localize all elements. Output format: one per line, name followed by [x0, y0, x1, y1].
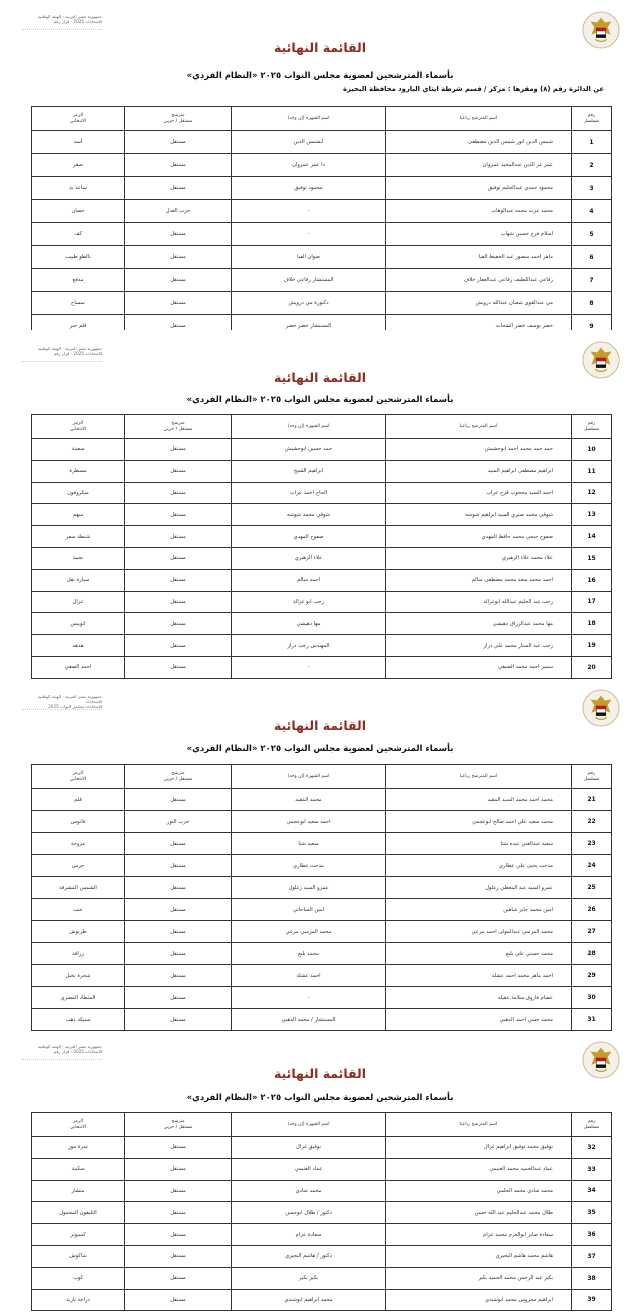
table-row: 39 ابراهيم محروس محمد ابوشندي محمد ابراهيم ابوشندي مستقل دراجة نارية: [32, 1289, 612, 1311]
table-row: 6 ماهر احمد منصور عبد الحفيظ الفيا صوان الفيا مستقل بالطو طبيب: [32, 246, 612, 269]
table-row: 22 محمد سعيد علي احمد صالح ابوعجمي احمد سعيد ابوعجمي حزب النور فانوس: [32, 811, 612, 833]
col-header-symbol: الرمز الانتخابي: [32, 415, 125, 439]
col-header-symbol: الرمز الانتخابي: [32, 765, 125, 789]
table-row: 5 اسلام فرج حسين شهاب - مستقل كف: [32, 223, 612, 246]
table-row: 32 توفيق محمد توفيق ابراهيم غزال توفيق غزال مستقل ثمرة موز: [32, 1137, 612, 1159]
list-page-2: [0, 336, 640, 680]
list-title: القائمة النهائية: [273, 1066, 367, 1081]
list-subtitle: بأسماء المترشحين لعضوية مجلس النواب ٢٠٢٥ «النظام الفردي»: [186, 71, 454, 81]
table-row: 34 محمد شادي محمد الحلمي محمد شادي مستقل منشار: [32, 1180, 612, 1202]
table-row: 36 سعادة صابر ابوالعزم محمد عزام سعادة عزام مستقل كمبيوتر: [32, 1224, 612, 1246]
col-header-type: مترشح مستقل / حزبي: [125, 415, 232, 439]
list-title: القائمة النهائية: [273, 40, 367, 55]
list-subtitle: بأسماء المترشحين لعضوية مجلس النواب ٢٠٢٥ «النظام الفردي»: [186, 395, 454, 405]
table-row: 20 سمير احمد محمد الصيفي - مستقل احمد الصفي: [32, 656, 612, 678]
col-header-fame: اسم الشهرة (إن وجد): [232, 107, 386, 131]
table-row: 30 عصام فاروق سلامة عقيلة - مستقل المنطاد المصري: [32, 987, 612, 1009]
col-header-num: رقم مسلسل: [572, 107, 612, 131]
table-row: 31 محمد حسن احمد الدهبي المستشار / محمد الدهبي مستقل سبيكة ذهب: [32, 1009, 612, 1031]
table-row: 7 رفاعي عبداللطيف رفاعي عبدالغفار خلاف المستشار رفاعي خلاف مستقل مدفع: [32, 269, 612, 292]
list-title: القائمة النهائية: [273, 718, 367, 733]
col-header-symbol: الرمز الانتخابي: [32, 1113, 125, 1137]
col-header-num: رقم مسلسل: [572, 1113, 612, 1137]
table-row: 24 مدحت يحيى علي عطاري مدحت عطاري مستقل جرس: [32, 855, 612, 877]
district-line: عن الدائرة رقم (٨) ومقرها : مركز / قسم شرطة ايتاي البارود محافظة البحيرة: [343, 85, 604, 93]
candidates-table: [31, 106, 612, 330]
col-header-fame: اسم الشهرة (إن وجد): [232, 415, 386, 439]
col-header-name: اسم المترشح رباعيا: [386, 415, 572, 439]
header-stamp: جمهورية مصر العربية - الهيئة الوطنية للانتخابات للانتخابات مجلس النواب 2025: [22, 694, 102, 710]
col-header-name: اسم المترشح رباعيا: [386, 1113, 572, 1137]
col-header-symbol: الرمز الانتخابي: [32, 107, 125, 131]
table-row: 14 صفوح حيحي محمد حافظ المهدي صفوح المهدي مستقل شنطة سفر: [32, 526, 612, 548]
col-header-num: رقم مسلسل: [572, 415, 612, 439]
col-header-num: رقم مسلسل: [572, 765, 612, 789]
table-row: 15 علاء محمد علاء الزهيري علاء الزهيري مستقل نجمة: [32, 547, 612, 569]
table-row: 17 رجب عبد الحليم عبدالله ابوغزالة رجب ابو غزالة مستقل غزال: [32, 591, 612, 613]
header-stamp: جمهورية مصر العربية - الهيئة الوطنية للانتخابات 2025 - قرار رقم: [22, 14, 102, 30]
table-row: 4 محمد عزت محمد عبدالوهاب - حزب العدل حصان: [32, 200, 612, 223]
header-stamp: جمهورية مصر العربية - الهيئة الوطنية للانتخابات 2025 - قرار رقم: [22, 1044, 102, 1060]
table-row: 29 احمد ماهر محمد احمد عشلة احمد عشلة مستقل شجرة نخيل: [32, 965, 612, 987]
table-row: 16 احمد محمد سعد محمد مصطفى سالم احمد سالم مستقل سيارة نقل: [32, 569, 612, 591]
candidates-table: [31, 1112, 612, 1311]
list-page-1: [0, 0, 640, 330]
table-row: 12 احمد السيد محجوب فرج عراب الحاج احمد عراب مستقل ميكروفون: [32, 482, 612, 504]
col-header-type: مترشح مستقل / حزبي: [125, 765, 232, 789]
table-row: 25 عمرو السيد عبد المعطي زغلول عمرو السيد زغلول مستقل الشمس المشرقة: [32, 877, 612, 899]
table-row: 19 رجب عبد الستار محمد علي دراز المهندس رجب دراز مستقل هدهد: [32, 635, 612, 657]
table-row: 23 سعيد عبدالغني عبده شتا سعيد شتا مستقل مروحة: [32, 833, 612, 855]
list-subtitle: بأسماء المترشحين لعضوية مجلس النواب ٢٠٢٥ «النظام الفردي»: [186, 1093, 454, 1103]
col-header-type: مترشح مستقل / حزبي: [125, 1113, 232, 1137]
list-title: القائمة النهائية: [273, 370, 367, 385]
table-row: 35 طلال محمد عبدالحليم عبد الله حسن دكتور / طلال ابوحسن مستقل التليفون المحمول: [32, 1202, 612, 1224]
table-row: 1 شمس الدين انور شمس الدين مصطفى ابشمس الدين مستقل أسد: [32, 131, 612, 154]
col-header-type: مترشح مستقل / حزبي: [125, 107, 232, 131]
table-row: 21 محمد احمد محمد السيد المقيد محمد المقيد مستقل قلم: [32, 789, 612, 811]
table-row: 11 ابراهيم مصطفى ابراهيم السيد ابراهيم الشيخ مستقل مسطرة: [32, 460, 612, 482]
table-row: 37 هاشم محمد هاشم البحيري دكتور / هاشم البحيري مستقل شاكوش: [32, 1245, 612, 1267]
table-row: 28 محمد حسني علي بلبع محمد بلبع مستقل زرافة: [32, 943, 612, 965]
table-row: 38 بكير عبد الرحمن محمد الحميد بكير بكير بكير مستقل كوب: [32, 1267, 612, 1289]
table-row: 9 خضر يوسف خضر الشحات المستشار خضر خضر مستقل قلم حبر: [32, 315, 612, 331]
table-row: 10 حمد حمد محمد احمد ابوحشيش حمد حسين ابوحشيش مستقل سفينة: [32, 439, 612, 461]
table-row: 8 مي عبدالقوي شعبان عبدالله درويش دكتورة مي درويش مستقل تمساح: [32, 292, 612, 315]
list-subtitle: بأسماء المترشحين لعضوية مجلس النواب ٢٠٢٥ «النظام الفردي»: [186, 744, 454, 754]
col-header-name: اسم المترشح رباعيا: [386, 765, 572, 789]
header-stamp: جمهورية مصر العربية - الهيئة الوطنية للانتخابات 2025 - قرار رقم: [22, 346, 102, 362]
table-row: 2 عمر عز الدين عبدالمجيد عمروان دا عمر عمروان مستقل صقر: [32, 154, 612, 177]
list-page-3: [0, 686, 640, 1034]
table-row: 27 محمد المرسي عبدالمولى احمد مرعي محمد المرسي مرعي مستقل طربوش: [32, 921, 612, 943]
table-row: 18 مها محمد عبدالرزاق دهيشي مها دهيشي مستقل اتوبيس: [32, 613, 612, 635]
candidates-table: [31, 764, 612, 1031]
col-header-fame: اسم الشهرة (إن وجد): [232, 765, 386, 789]
table-row: 13 شوقي محمد صبري السيد ابراهيم شوشه شوقي محمد شوشه مستقل سهم: [32, 504, 612, 526]
col-header-fame: اسم الشهرة (إن وجد): [232, 1113, 386, 1137]
table-row: 26 امين محمد جابر شاهين امين الساحاتي مستقل عنب: [32, 899, 612, 921]
candidates-table: [31, 414, 612, 679]
table-row: 3 محمود حمدي عبدالحليم توفيق محمود توفيق مستقل ساعة يد: [32, 177, 612, 200]
table-row: 33 عماد عبدالحميد محمد الغنيمي عماد الغنيمي مستقل سكينة: [32, 1158, 612, 1180]
list-page-4: [0, 1038, 640, 1314]
col-header-name: اسم المترشح رباعيا: [386, 107, 572, 131]
